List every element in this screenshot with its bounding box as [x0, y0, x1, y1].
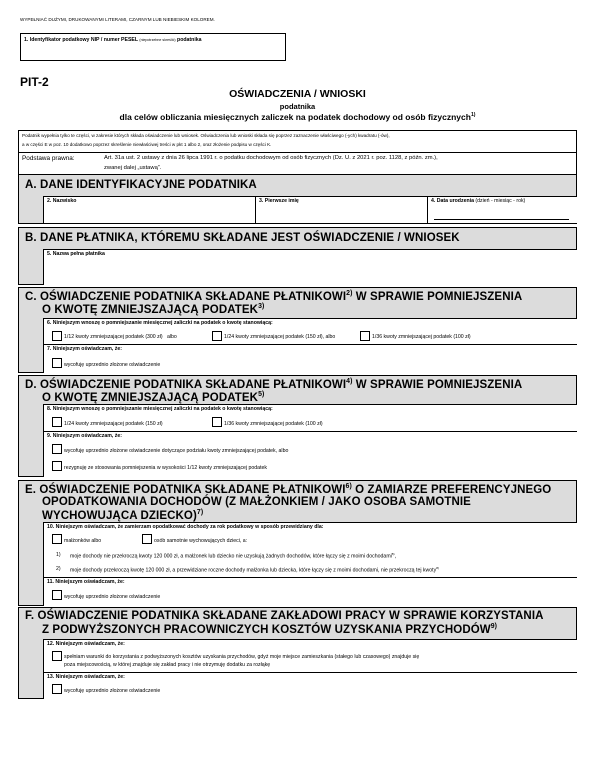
section-d: [18, 375, 577, 477]
section-b: [18, 227, 577, 285]
section-a: [18, 174, 577, 224]
checkbox-d-1-24[interactable]: [52, 417, 62, 427]
field-8: 8. Niniejszym wnoszę o pomniejszanie miesięcznej zaliczki na podatek o kwotę stanowiącą: 1/24 kwoty zmniejszającej podatek (150 zł) 1/36 kwoty zmniejszającej podatek (100 zł): [43, 404, 577, 432]
section-c: [18, 287, 577, 373]
checkbox-c-1-12[interactable]: [52, 331, 62, 341]
section-d-title-1: D. OŚWIADCZENIE PODATNIKA SKŁADANE PŁATNIKOWI$^{4)}$ W SPRAWIE POMNIEJSZENIA: [25, 378, 523, 391]
form-title: OŚWIADCZENIA / WNIOSKI: [229, 88, 366, 100]
section-f-title-1: F. OŚWIADCZENIE PODATNIKA SKŁADANE ZAKŁADOWI PRACY W SPRAWIE KORZYSTANIA: [25, 610, 544, 622]
field-7: 7. Niniejszym oświadczam, że: wycofuję uprzednio złożone oświadczenie: [43, 344, 577, 373]
info-box: [18, 130, 577, 154]
form-subtitle: podatnika: [279, 102, 316, 111]
section-a-title: A. DANE IDENTYFIKACYJNE PODATNIKA: [25, 179, 257, 191]
birth-date-field[interactable]: 4. Data urodzenia (dzień - miesiąc - rok): [427, 196, 577, 223]
taxpayer-id-field[interactable]: [20, 33, 286, 61]
form-code: PIT-2: [20, 75, 49, 89]
section-e-title-2: OPODATKOWANIA DOCHODÓW (Z MAŁŻONKIEM / JAKO OSOBA SAMOTNIE: [42, 496, 471, 508]
checkbox-d-resign[interactable]: [52, 461, 62, 471]
checkbox-c-withdraw[interactable]: [52, 358, 62, 368]
checkbox-f-withdraw[interactable]: [52, 684, 62, 694]
field-12: 12. Niniejszym oświadczam, że: spełniam warunki do korzystania z podwyższonych kosztów uzyskania przychodów, gdyż moje miejsce zamieszkania (stałego lub czasowego) znajduje się poza miejscowością, w której znajduje się zakład pracy i nie otrzymuję dodatku za rozłąkę: [43, 639, 577, 673]
legal-basis-label: Podstawa prawna:: [22, 155, 75, 162]
section-e-title-1: E. OŚWIADCZENIE PODATNIKA SKŁADANE PŁATNIKOWI$^{6)}$ O ZAMIARZE PREFERENCYJNEGO: [25, 483, 552, 496]
field-6: 6. Niniejszym wnoszę o pomniejszanie miesięcznej zaliczki na podatek o kwotę stanowiącą: 1/12 kwoty zmniejszającej podatek (300 zł) albo 1/24 kwoty zmniejszającej podatek (150 zł), albo 1/36 kwoty zmniejszającej podatek (100 zł): [43, 318, 577, 345]
taxpayer-id-label: 1. Identyfikator podatkowy NIP / numer PESEL (niepotrzebne skreślić) podatnika: [24, 37, 202, 43]
section-b-title: B. DANE PŁATNIKA, KTÓREMU SKŁADANE JEST OŚWIADCZENIE / WNIOSEK: [25, 232, 460, 244]
field-10: 10. Niniejszym oświadczam, że zamierzam opodatkować dochody za rok podatkowy w sposób przewidziany dla: małżonków albo osób samotnie wychowujących dzieci, a: 1) moje dochody nie przekroczą kwoty 120 000 zł, a małżonek lub dziecko nie uzyskują żadnych dochodów, które łączy się z moimi dochodami$^{8)}$, 2) moje dochody przekroczą kwotę 120 000 zł, a przewidziane roczne dochody małżonka lub dziecka, które łączy się z moimi dochodami, nie przekroczą tej kwoty$^{8)}$: [43, 522, 577, 578]
info-line-1: Podatnik wypełnia tylko te części, w zakresie których składa oświadczenie lub wniosek. Oświadczenia lub wnioski składa się poprzez zaznaczenie właściwego (-ych) kwadratu (-ów),: [22, 133, 390, 138]
birth-date-segments: [434, 214, 569, 220]
option-e-point-1[interactable]: moje dochody nie przekroczą kwoty 120 000 zł, a małżonek lub dziecko nie uzyskują żadnych dochodów, które łączy się z moimi dochodami$^{8)}$,: [70, 552, 397, 560]
legal-basis-text-1: Art. 31a ust. 2 ustawy z dnia 26 lipca 1991 r. o podatku dochodowym od osób fizycznych (Dz. U. z 2021 r. poz. 1128, z późn. zm.),: [104, 155, 438, 161]
section-d-title-2: O KWOTĘ ZMNIEJSZAJĄCĄ PODATEK$^{5)}$: [42, 391, 265, 404]
option-e-point-2[interactable]: moje dochody przekroczą kwotę 120 000 zł, a przewidziane roczne dochody małżonka lub dziecka, które łączy się z moimi dochodami, nie przekroczą tej kwoty$^{8)}$: [70, 566, 439, 574]
legal-basis-text-2: zwanej dalej „ustawą”.: [104, 165, 162, 171]
field-13: 13. Niniejszym oświadczam, że: wycofuję uprzednio złożone oświadczenie: [43, 672, 577, 699]
checkbox-d-1-36[interactable]: [212, 417, 222, 427]
fill-instruction: WYPEŁNIAĆ DUŻYMI, DRUKOWANYMI LITERAMI, CZARNYM LUB NIEBIESKIM KOLOREM.: [20, 17, 215, 22]
surname-field[interactable]: 2. Nazwisko: [43, 196, 256, 223]
info-line-2: a w części E w poz. 10 dodatkowo poprzez skreślenie niewłaściwej treści w pkt 1 albo 2, oraz złożenie podpisu w części K.: [22, 142, 272, 147]
first-name-field[interactable]: 3. Pierwsze imię: [255, 196, 428, 223]
checkbox-f-higher-costs[interactable]: [52, 651, 62, 661]
checkbox-e-withdraw[interactable]: [52, 590, 62, 600]
section-e: [18, 480, 577, 606]
checkbox-e-spouses[interactable]: [52, 534, 62, 544]
section-e-title-3: WYCHOWUJĄCA DZIECKO)$^{7)}$: [42, 509, 204, 522]
checkbox-c-1-36[interactable]: [360, 331, 370, 341]
section-c-title-2: O KWOTĘ ZMNIEJSZAJĄCĄ PODATEK$^{3)}$: [42, 303, 265, 316]
field-9: 9. Niniejszym oświadczam, że: wycofuję uprzednio złożone oświadczenie dotyczące podziału kwoty zmniejszającej podatek, albo rezygnuję ze stosowania pomniejszenia w wysokości 1/12 kwoty zmniejszającej podatek: [43, 431, 577, 477]
field-11: 11. Niniejszym oświadczam, że: wycofuję uprzednio złożone oświadczenie: [43, 577, 577, 606]
legal-basis-box: [18, 152, 577, 176]
form-subtitle-purpose: dla celów obliczania miesięcznych zaliczek na podatek dochodowy od osób fizycznych$^{1)}$: [119, 112, 476, 122]
checkbox-d-withdraw[interactable]: [52, 444, 62, 454]
section-f: [18, 607, 577, 699]
checkbox-c-1-24[interactable]: [212, 331, 222, 341]
checkbox-e-single-parent[interactable]: [142, 534, 152, 544]
payer-name-field[interactable]: 5. Nazwa pełna płatnika: [43, 249, 577, 285]
section-f-title-2: Z PODWYŻSZONYCH PRACOWNICZYCH KOSZTÓW UZYSKANIA PRZYCHODÓW$^{9)}$: [42, 623, 498, 636]
section-c-title-1: C. OŚWIADCZENIE PODATNIKA SKŁADANE PŁATNIKOWI$^{2)}$ W SPRAWIE POMNIEJSZENIA: [25, 290, 523, 303]
